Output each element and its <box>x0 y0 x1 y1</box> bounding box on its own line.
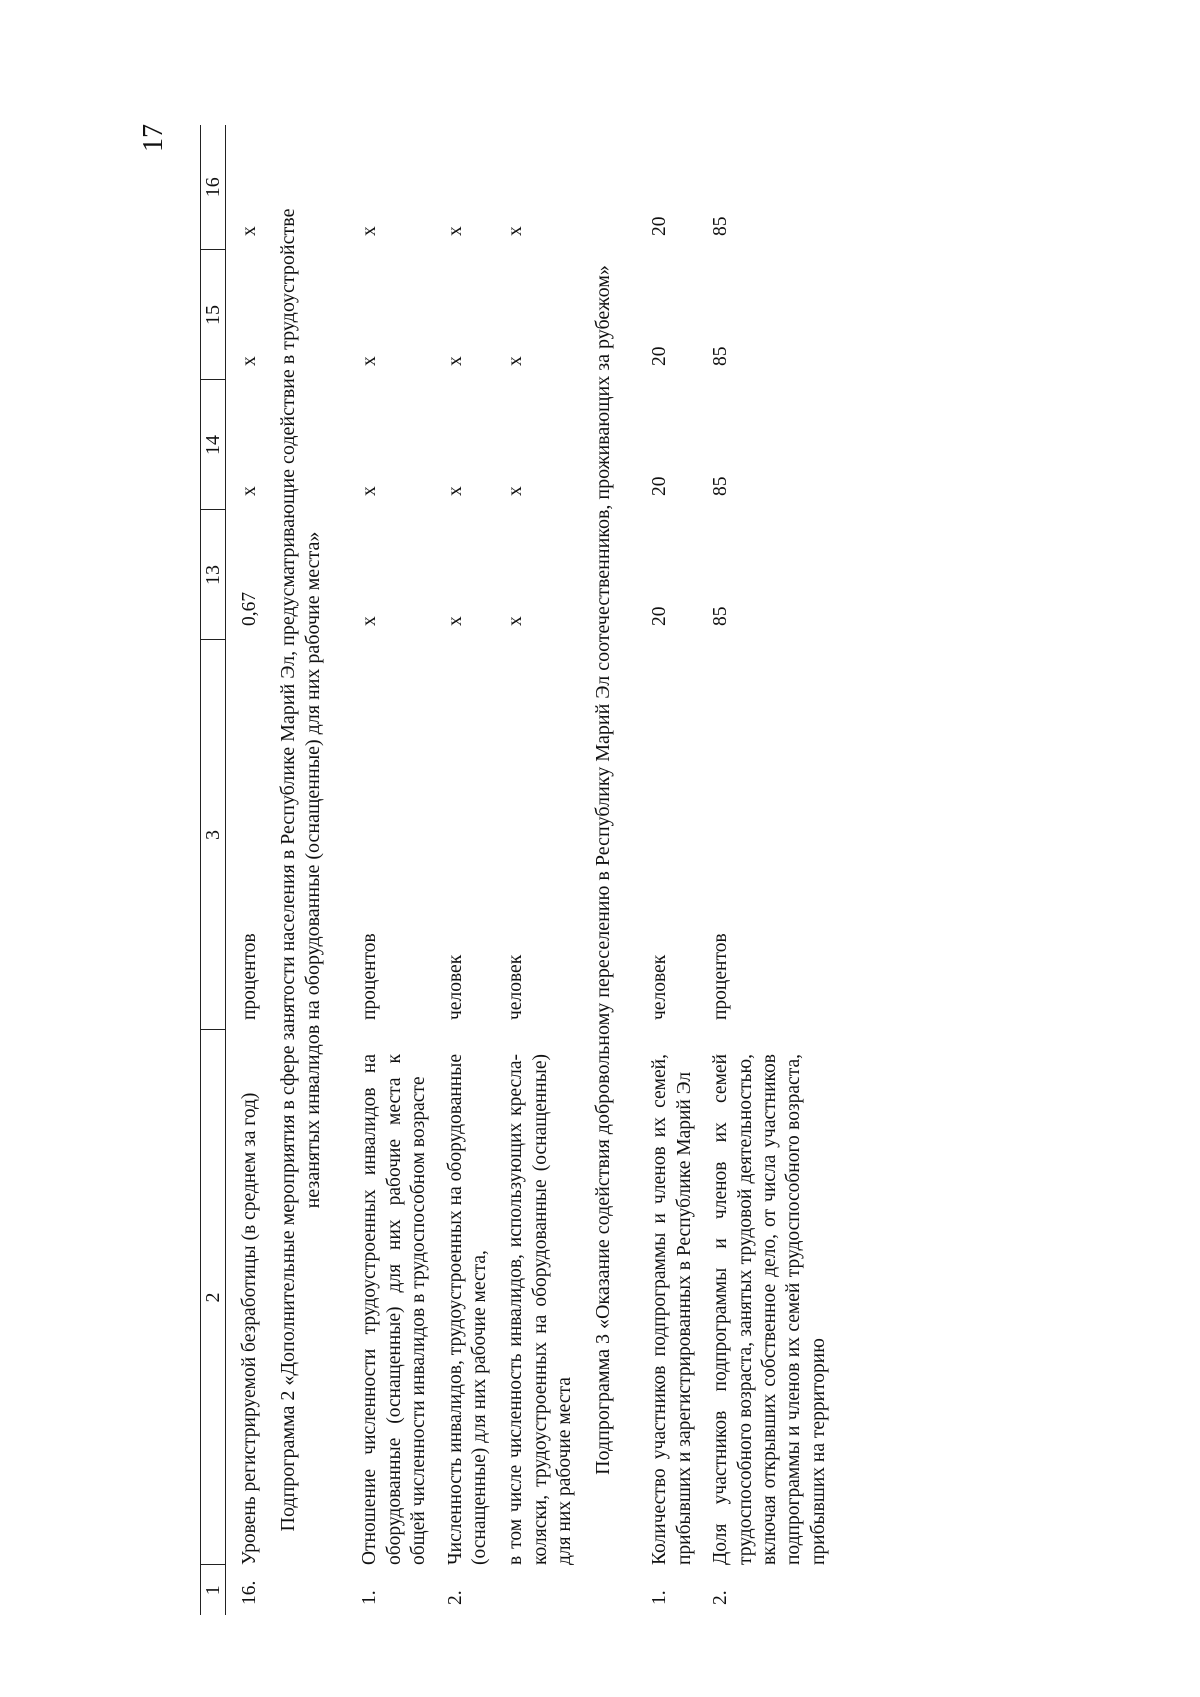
value-13: х <box>505 616 527 626</box>
value-16: х <box>359 226 381 236</box>
subprogram-2-title: Подпрограмма 2 «Дополнительные мероприятия в сфере занятости населения в Республике Марий Эл, предусматривающие содействие в трудоустройстве незанятых инвалидов на оборудованные (оснащенные) для них рабочие места» <box>277 208 325 1532</box>
value-14: 20 <box>649 476 671 496</box>
indicators-table <box>200 125 831 1615</box>
table-row <box>636 125 697 1615</box>
value-14: х <box>239 486 260 496</box>
value-16: х <box>239 226 260 236</box>
unit-cell: человек <box>505 954 527 1020</box>
value-14: х <box>359 486 381 496</box>
value-15: 20 <box>649 346 671 366</box>
table-row <box>492 125 577 1615</box>
value-15: х <box>444 356 466 366</box>
value-16: 85 <box>710 216 732 236</box>
header-col-3: 3 <box>201 640 226 1030</box>
value-16: х <box>505 226 527 236</box>
row-number <box>492 1565 577 1615</box>
indicator-name: Уровень регистрируемой безработицы (в среднем за год) <box>239 1092 260 1565</box>
header-col-13: 13 <box>201 510 226 640</box>
value-13: х <box>444 616 466 626</box>
row-number: 16. <box>239 1580 260 1605</box>
indicator-name: Количество участников подпрограммы и членов их семей, прибывших и зарегистрированных в Республике Марий Эл <box>649 1054 695 1565</box>
value-15: х <box>505 356 527 366</box>
table-row <box>432 125 493 1615</box>
value-15: х <box>359 356 381 366</box>
row-number: 2. <box>710 1590 732 1605</box>
header-col-16: 16 <box>201 125 226 250</box>
subprogram-3-heading-row <box>577 125 636 1615</box>
value-14: х <box>444 486 466 496</box>
value-14: х <box>505 486 527 496</box>
subprogram-3-title: Подпрограмма 3 «Оказание содействия добровольному переселению в Республику Марий Эл соотечественников, проживающих за рубежом» <box>592 265 615 1475</box>
header-row <box>201 125 226 1615</box>
value-13: х <box>359 616 381 626</box>
indicator-name: в том числе численность инвалидов, использующих кресла-коляски, трудоустроенных на оборудованные (оснащенные) для них рабочие места <box>505 1054 575 1565</box>
value-15: х <box>239 356 260 366</box>
page-number: 17 <box>138 124 169 152</box>
header-col-14: 14 <box>201 380 226 510</box>
value-13: 20 <box>649 606 671 626</box>
table-row <box>226 125 263 1615</box>
row-number: 1. <box>649 1590 671 1605</box>
unit-cell: человек <box>444 954 466 1020</box>
indicator-name: Отношение численности трудоустроенных инвалидов на оборудованные (оснащенные) для них рабочие места к общей численности инвалидов в трудоспособном возрасте <box>359 1054 430 1565</box>
indicator-name: Доля участников подпрограммы и членов их семей трудоспособного возраста, занятых трудовой деятельностью, включая открывших собственное дело, от числа участников подпрограммы и членов их семей трудоспособного возраста, прибывших на территорию <box>710 1054 829 1565</box>
value-13: 0,67 <box>239 591 260 626</box>
value-13: 85 <box>710 606 732 626</box>
header-col-1: 1 <box>201 1565 226 1615</box>
unit-cell: процентов <box>710 933 732 1020</box>
table-row <box>346 125 431 1615</box>
value-16: 20 <box>649 216 671 236</box>
header-col-2: 2 <box>201 1030 226 1565</box>
unit-cell: человек <box>649 954 671 1020</box>
row-number: 2. <box>444 1590 466 1605</box>
table-row <box>697 125 831 1615</box>
header-col-15: 15 <box>201 250 226 380</box>
unit-cell: процентов <box>239 933 260 1020</box>
subprogram-2-heading-row <box>262 125 346 1615</box>
unit-cell: процентов <box>359 933 381 1020</box>
value-15: 85 <box>710 346 732 366</box>
value-14: 85 <box>710 476 732 496</box>
value-16: х <box>444 226 466 236</box>
row-number: 1. <box>359 1590 381 1605</box>
indicator-name: Численность инвалидов, трудоустроенных на оборудованные (оснащенные) для них рабочие места, <box>444 1054 490 1565</box>
rotated-table-sheet <box>200 125 1080 1615</box>
